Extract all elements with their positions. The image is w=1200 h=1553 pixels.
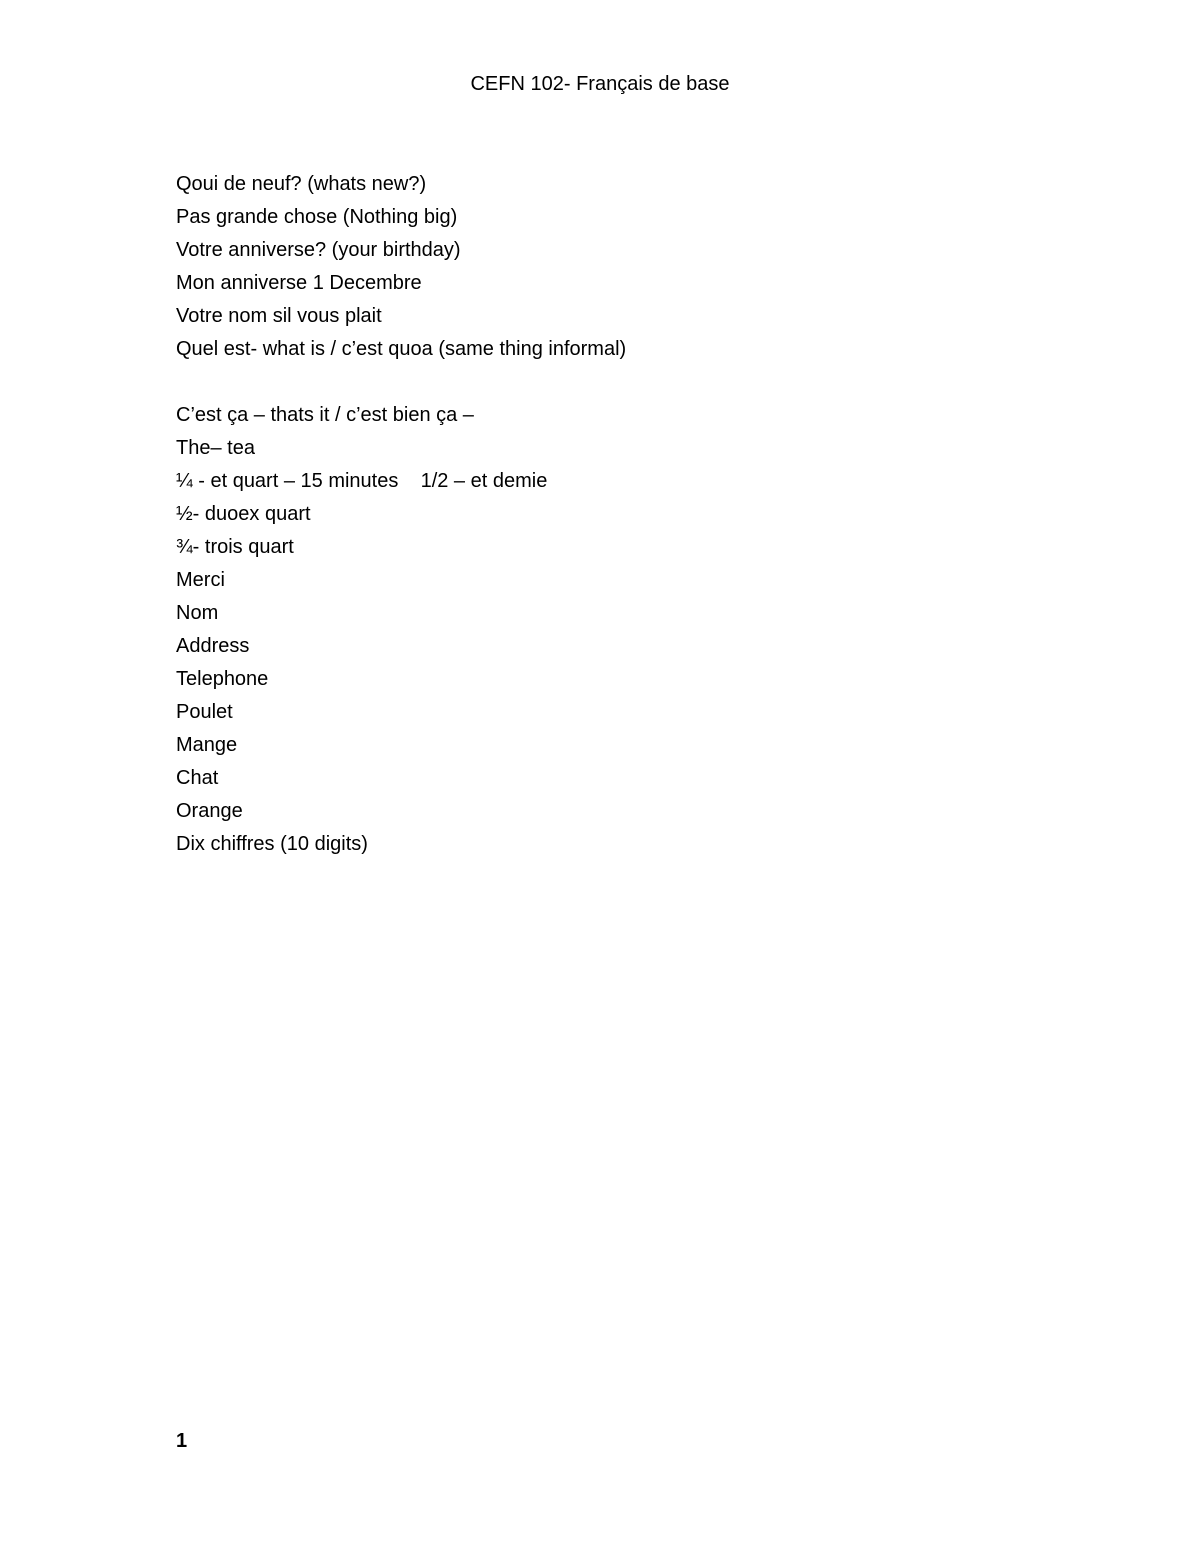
blank-line xyxy=(176,366,1076,399)
text-line: Telephone xyxy=(176,668,269,690)
page-number: 1 xyxy=(176,1430,188,1452)
text-line: Chat xyxy=(176,767,219,789)
text-line: Merci xyxy=(176,569,225,591)
text-line: Votre nom sil vous plait xyxy=(176,305,382,327)
text-line: Qoui de neuf? (whats new?) xyxy=(176,173,427,195)
text-line: Mange xyxy=(176,734,238,756)
text-line: ½- duoex quart xyxy=(176,503,311,525)
text-line: Mon anniverse 1 Decembre xyxy=(176,272,422,294)
text-line: The– tea xyxy=(176,437,255,459)
text-line: Address xyxy=(176,635,250,657)
text-line: ¼ - et quart – 15 minutes 1/2 – et demie xyxy=(176,470,548,492)
text-line: C’est ça – thats it / c’est bien ça – xyxy=(176,404,474,426)
text-line: Dix chiffres (10 digits) xyxy=(176,833,368,855)
text-line: ¾- trois quart xyxy=(176,536,294,558)
text-line: Orange xyxy=(176,800,243,822)
text-line: Votre anniverse? (your birthday) xyxy=(176,239,461,261)
header-title: CEFN 102- Français de base xyxy=(470,73,730,95)
text-line: Pas grande chose (Nothing big) xyxy=(176,206,458,228)
text-line: Poulet xyxy=(176,701,233,723)
body-text xyxy=(176,168,1076,861)
text-line: Nom xyxy=(176,602,219,624)
text-line: Quel est- what is / c’est quoa (same thing informal) xyxy=(176,338,627,360)
